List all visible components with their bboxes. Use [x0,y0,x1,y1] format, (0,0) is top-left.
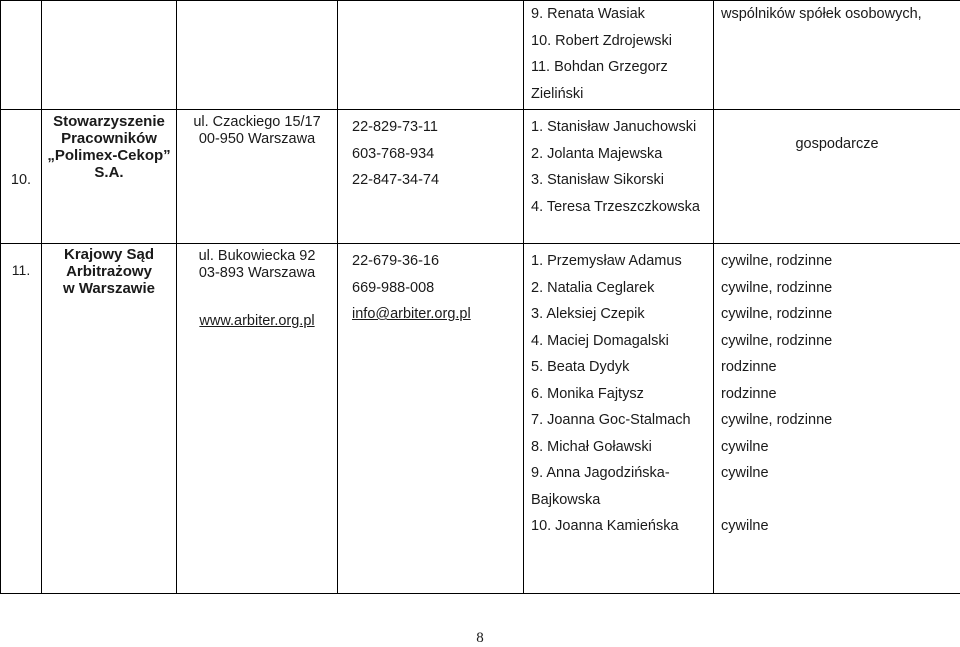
list-item: 3. Stanisław Sikorski [531,167,713,194]
list-item: 10. Robert Zdrojewski [531,28,713,55]
list-item: 3. Aleksiej Czepik [531,301,713,328]
list-item: 1. Stanisław Januchowski [531,114,713,141]
list-item: 4. Maciej Domagalski [531,328,713,355]
row-number: 11. [1,244,41,278]
cell-address [177,244,338,594]
list-item: 1. Przemysław Adamus [531,248,713,275]
email-link[interactable]: info@arbiter.org.pl [352,306,471,322]
cell-people [524,110,714,244]
list-item: 10. Joanna Kamieńska [531,513,713,540]
cell-specialization [714,110,960,244]
list-item: 5. Beata Dydyk [531,354,713,381]
page-number: 8 [0,630,960,647]
phone-number: 603-768-934 [352,141,523,168]
list-item: 4. Teresa Trzeszczkowska [531,194,713,221]
cell-number [1,1,42,110]
phone-number: 22-679-36-16 [352,248,523,275]
cell-phone [338,110,524,244]
address: ul. Czackiego 15/17 00-950 Warszawa [177,110,337,148]
cell-people [524,1,714,110]
list-item: 6. Monika Fajtysz [531,381,713,408]
phone-number: 22-829-73-11 [352,114,523,141]
cell-specialization [714,1,960,110]
specialization-text: cywilne, rodzinne [721,275,960,302]
list-item: 2. Jolanta Majewska [531,141,713,168]
cell-phone [338,1,524,110]
specialization-text: cywilne, rodzinne [721,328,960,355]
specialization-text: wspólników spółek osobowych, [721,1,960,28]
specialization-text: cywilne [721,513,960,540]
list-item: 11. Bohdan Grzegorz [531,54,713,81]
specialization-text: cywilne, rodzinne [721,248,960,275]
website-link[interactable]: www.arbiter.org.pl [199,313,314,329]
address: ul. Bukowiecka 92 03-893 Warszawa [177,244,337,282]
list-item: 7. Joanna Goc-Stalmach [531,407,713,434]
phone-number: 22-847-34-74 [352,167,523,194]
cell-name [42,110,177,244]
cell-address [177,110,338,244]
list-item: Zieliński [531,81,713,108]
specialization-text: gospodarcze [714,110,960,152]
specialization-text: rodzinne [721,354,960,381]
list-item: 2. Natalia Ceglarek [531,275,713,302]
specialization-text [721,487,960,514]
organization-name: Stowarzyszenie Pracowników „Polimex-Cekop” S.A. [42,110,176,181]
specialization-text: cywilne, rodzinne [721,301,960,328]
cell-name [42,1,177,110]
list-item: 8. Michał Goławski [531,434,713,461]
cell-people [524,244,714,594]
cell-address [177,1,338,110]
table-row [1,110,960,244]
specialization-text: cywilne, rodzinne [721,407,960,434]
cell-name [42,244,177,594]
organization-name: Krajowy Sąd Arbitrażowy w Warszawie [42,244,176,297]
phone-number: 669-988-008 [352,275,523,302]
table-row [1,244,960,594]
cell-phone [338,244,524,594]
specialization-text: cywilne [721,460,960,487]
row-number: 10. [1,172,41,188]
list-item: 9. Anna Jagodzińska- [531,460,713,487]
list-item: Bajkowska [531,487,713,514]
cell-number [1,110,42,244]
table-row [1,1,960,110]
cell-specialization [714,244,960,594]
specialization-text: cywilne [721,434,960,461]
list-item: 9. Renata Wasiak [531,1,713,28]
cell-number [1,244,42,594]
specialization-text: rodzinne [721,381,960,408]
